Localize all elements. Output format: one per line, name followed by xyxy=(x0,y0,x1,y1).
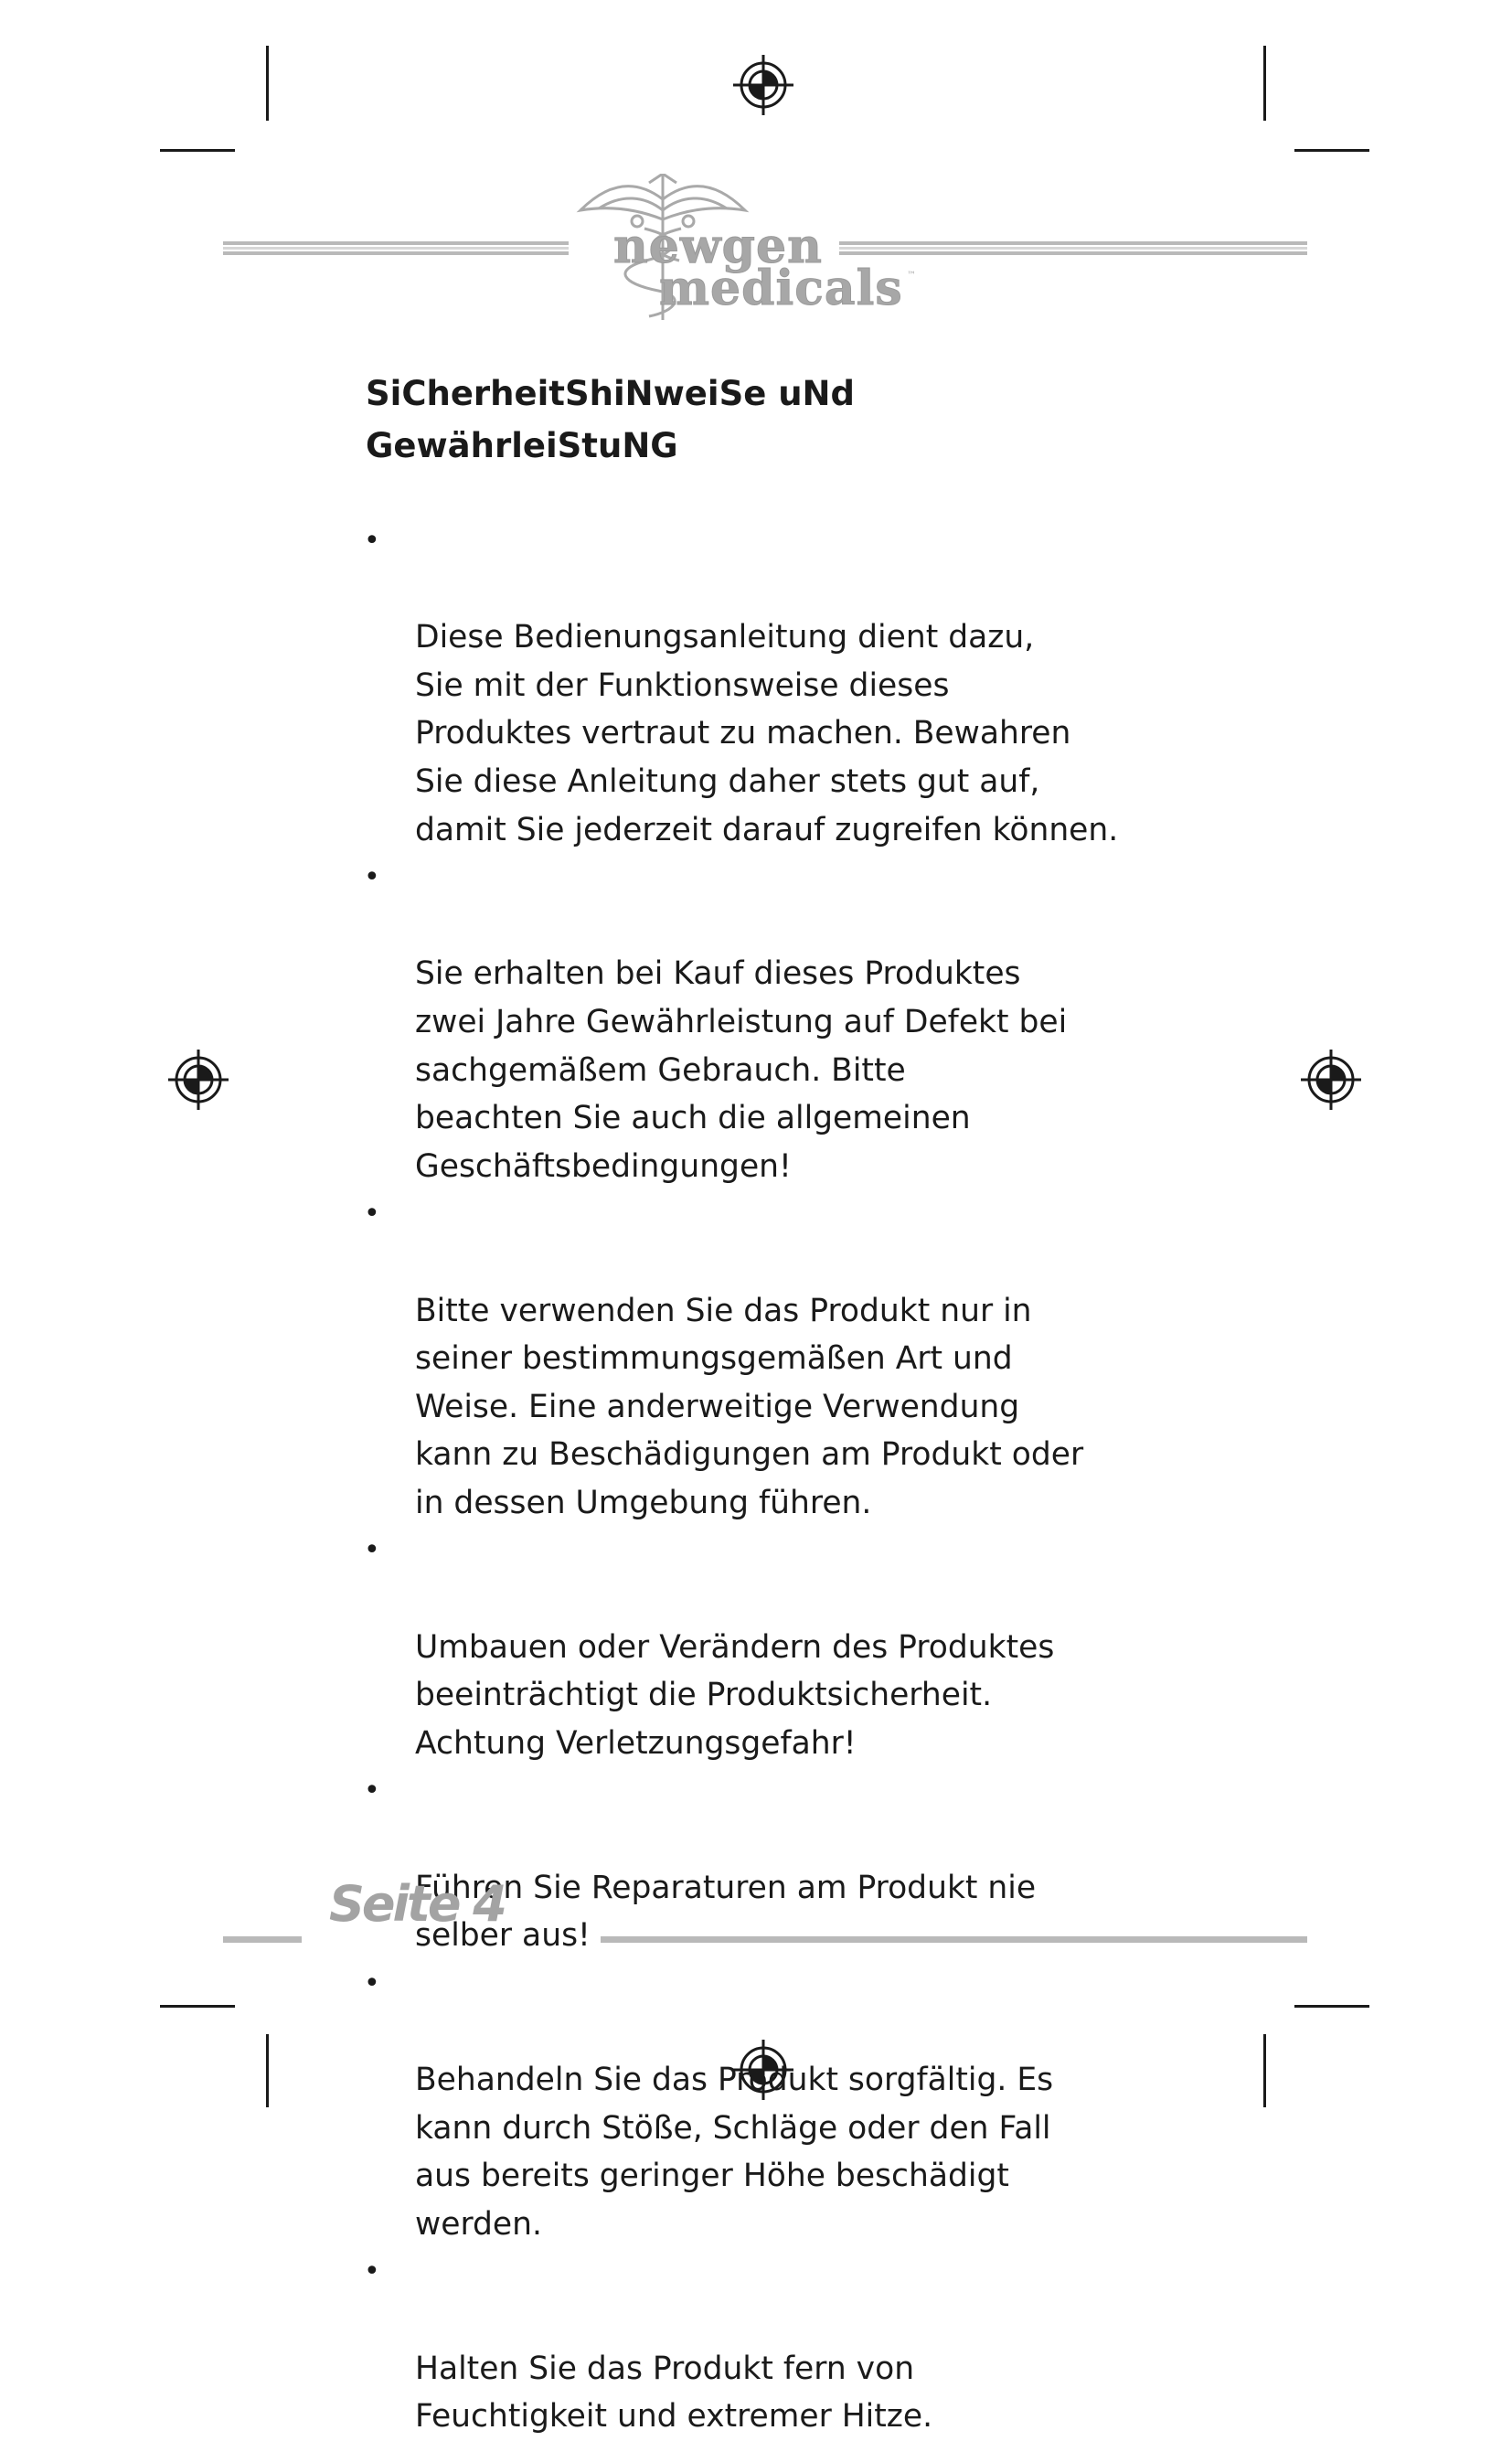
section-title-line-2: GewährleiStuNG xyxy=(366,426,678,465)
bullet-icon: • xyxy=(364,525,380,557)
section-title xyxy=(366,368,1188,472)
logo-trademark: ™ xyxy=(907,271,916,281)
crop-mark-top-left-vertical xyxy=(266,46,269,121)
logo-word-newgen: newgen xyxy=(613,219,823,274)
list-item-text: Führen Sie Reparaturen am Produkt nie selber aus! xyxy=(415,1869,1037,1955)
list-item-text: Behandeln Sie das Produkt sorgfältig. Es kann durch Stöße, Schläge oder den Fall aus bereits geringer Höhe beschädigt werden. xyxy=(415,2062,1054,2243)
registration-mark-right-icon xyxy=(1299,1048,1363,1112)
safety-notes-list xyxy=(364,517,1241,2441)
list-item xyxy=(364,517,1241,854)
crop-mark-top-right-vertical xyxy=(1263,46,1266,121)
footer-rule-left xyxy=(223,1936,302,1943)
list-item xyxy=(364,1527,1241,1767)
list-item-text: Halten Sie das Produkt fern von Feuchtigkeit und extremer Hitze. xyxy=(415,2350,933,2436)
registration-mark-left-icon xyxy=(166,1048,230,1112)
footer-rule-right xyxy=(601,1936,1307,1943)
list-item-text: Diese Bedienungsanleitung dient dazu, Sie mit der Funktionsweise dieses Produktes vertraut zu machen. Bewahren Sie diese Anleitung daher stets gut auf, damit Sie jederzeit darauf zugreifen können. xyxy=(415,619,1119,848)
section-title-line-1: SiCherheitShiNweiSe uNd xyxy=(366,374,855,413)
newgen-medicals-logo xyxy=(571,174,919,325)
page-number: Seite 4 xyxy=(329,1875,505,1933)
list-item-text: Sie erhalten bei Kauf dieses Produktes zwei Jahre Gewährleistung auf Defekt bei sachgemäßem Gebrauch. Bitte beachten Sie auch die allgemeinen Geschäftsbedingungen! xyxy=(415,955,1068,1185)
bullet-icon: • xyxy=(364,861,380,894)
logo-word-medicals: medicals xyxy=(659,261,903,316)
crop-mark-bottom-right-horizontal xyxy=(1294,2005,1369,2008)
list-item-text: Umbauen oder Verändern des Produktes beeinträchtigt die Produktsicherheit. Achtung Verletzungsgefahr! xyxy=(415,1628,1055,1762)
bullet-icon: • xyxy=(364,1967,380,1999)
crop-mark-bottom-left-vertical xyxy=(266,2034,269,2107)
crop-mark-bottom-left-horizontal xyxy=(160,2005,235,2008)
crop-mark-top-left-horizontal xyxy=(160,149,235,152)
bullet-icon: • xyxy=(364,1198,380,1231)
crop-mark-bottom-right-vertical xyxy=(1263,2034,1266,2107)
bullet-icon: • xyxy=(364,1534,380,1567)
list-item xyxy=(364,854,1241,1190)
registration-mark-top-icon xyxy=(731,53,795,117)
crop-mark-top-right-horizontal xyxy=(1294,149,1369,152)
bullet-icon: • xyxy=(364,1775,380,1807)
header-rule-left xyxy=(223,241,569,255)
list-item xyxy=(364,2248,1241,2440)
list-item-text: Bitte verwenden Sie das Produkt nur in seiner bestimmungsgemäßen Art und Weise. Eine anderweitige Verwendung kann zu Beschädigungen am Produkt oder in dessen Umgebung führen. xyxy=(415,1292,1084,1521)
list-item xyxy=(364,1960,1241,2249)
bullet-icon: • xyxy=(364,2255,380,2288)
list-item xyxy=(364,1190,1241,1527)
